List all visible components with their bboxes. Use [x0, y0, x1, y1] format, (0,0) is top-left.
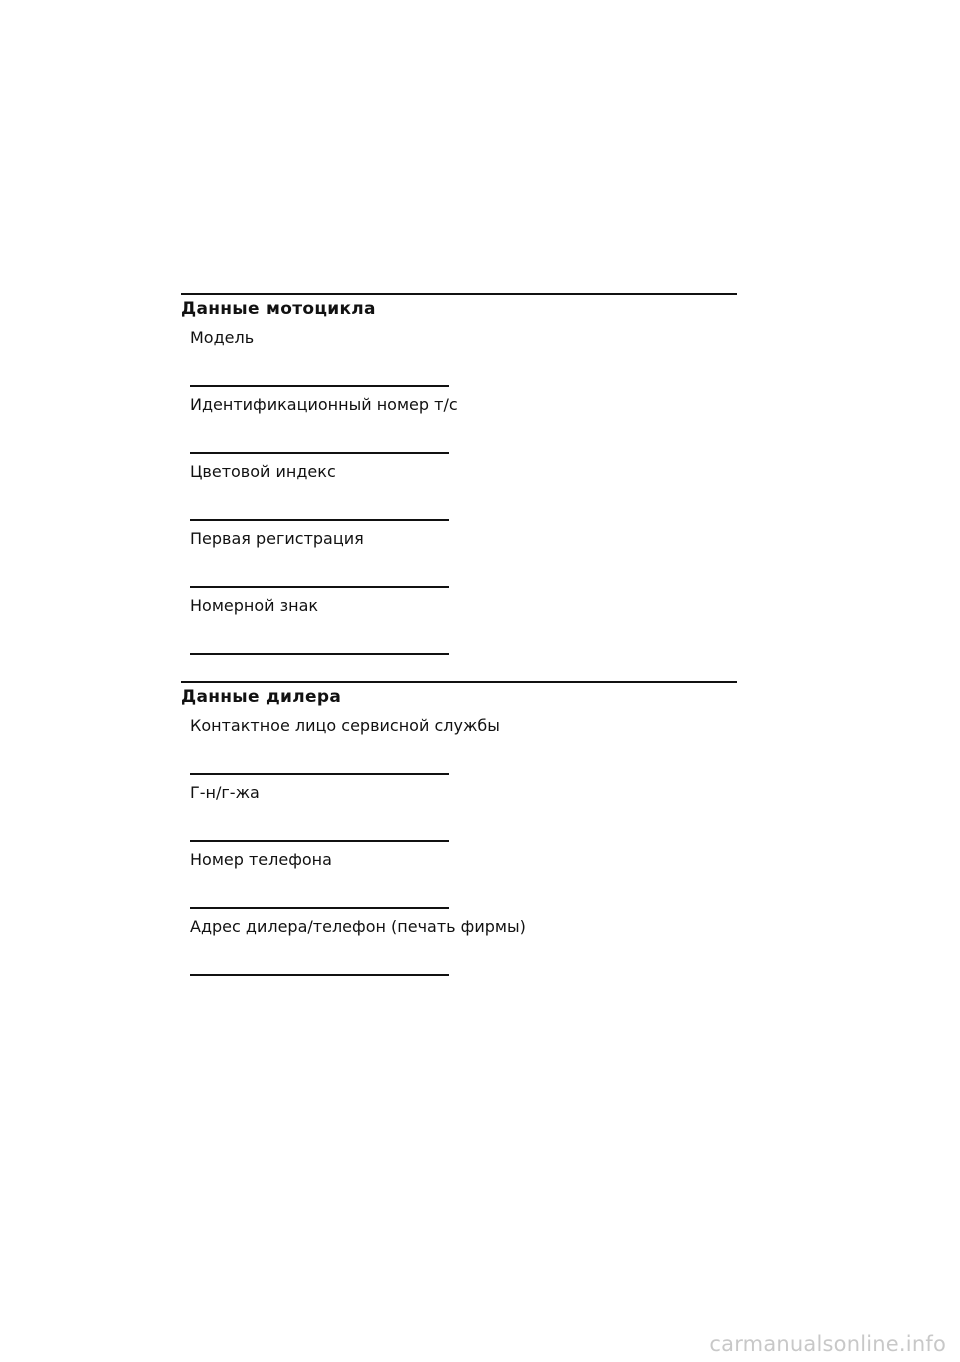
fill-in-line [190, 586, 449, 588]
field-label: Первая регистрация [190, 529, 364, 548]
field-mr-mrs [190, 782, 737, 842]
fill-in-line [190, 452, 449, 454]
field-first-registration [190, 528, 737, 588]
dealer-data-section [181, 681, 737, 976]
field-dealer-address [190, 916, 737, 976]
fill-in-line [190, 974, 449, 976]
field-vin [190, 394, 737, 454]
field-color-code [190, 461, 737, 521]
fill-in-line [190, 385, 449, 387]
motorcycle-data-section [181, 293, 737, 655]
field-label: Адрес дилера/телефон (печать фирмы) [190, 917, 526, 936]
fill-in-line [190, 519, 449, 521]
field-label: Цветовой индекс [190, 462, 336, 481]
field-label: Номерной знак [190, 596, 319, 615]
section-divider [181, 293, 737, 295]
fill-in-line [190, 653, 449, 655]
field-phone-number [190, 849, 737, 909]
section-divider [181, 681, 737, 683]
field-service-contact [190, 715, 737, 775]
fill-in-line [190, 773, 449, 775]
fill-in-line [190, 907, 449, 909]
section-title: Данные мотоцикла [181, 299, 376, 319]
field-label: Идентификационный номер т/с [190, 395, 458, 414]
field-label: Г-н/г-жа [190, 783, 260, 802]
field-model [190, 327, 737, 387]
field-label: Контактное лицо сервисной службы [190, 716, 500, 735]
field-license-plate [190, 595, 737, 655]
fill-in-line [190, 840, 449, 842]
field-label: Номер телефона [190, 850, 332, 869]
section-title: Данные дилера [181, 687, 342, 707]
field-label: Модель [190, 328, 255, 347]
watermark-text: carmanualsonline.info [709, 1332, 946, 1356]
